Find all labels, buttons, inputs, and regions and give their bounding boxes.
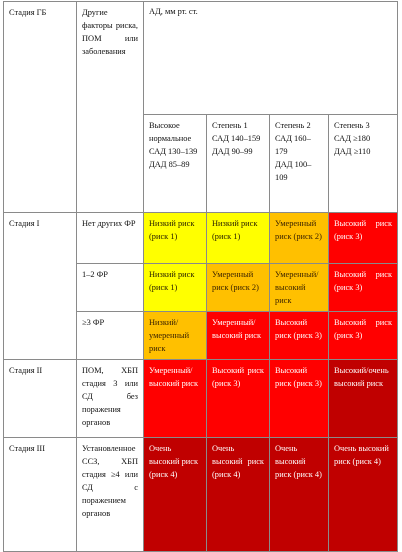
risk-factors-cell: ПОМ, ХБП стадия 3 или СД без поражения органов xyxy=(77,360,144,438)
header-bp-grade-1 xyxy=(207,115,270,213)
stage-cell: Стадия I xyxy=(4,213,77,360)
risk-cell: Умеренный/высокий риск xyxy=(270,264,329,312)
risk-cell: Низкий риск (риск 1) xyxy=(207,213,270,264)
header-bp-label: Степень 3 xyxy=(334,121,370,130)
risk-cell: Очень высокий риск (риск 4) xyxy=(207,438,270,552)
risk-cell: Низкий риск (риск 1) xyxy=(144,264,207,312)
header-bp-high-normal xyxy=(144,115,207,213)
header-bp-label: Высокое нормальное xyxy=(149,121,192,143)
risk-factors-cell: ≥3 ФР xyxy=(77,312,144,360)
risk-cell: Низкий риск (риск 1) xyxy=(144,213,207,264)
risk-cell: Умеренный риск (риск 2) xyxy=(270,213,329,264)
stage-cell: Стадия III xyxy=(4,438,77,552)
header-sbp: САД 140–159 xyxy=(212,134,261,143)
risk-factors-cell: Нет других ФР xyxy=(77,213,144,264)
risk-stratification-table xyxy=(3,1,398,552)
header-risk-factors: Другие факторы риска, ПОМ или заболевания xyxy=(77,2,144,213)
risk-cell: Высокий риск (риск 3) xyxy=(207,360,270,438)
header-dbp: ДАД ≥110 xyxy=(334,147,371,156)
header-dbp: ДАД 90–99 xyxy=(212,147,253,156)
header-sbp: САД 130–139 xyxy=(149,147,198,156)
header-bp-label: Степень 2 xyxy=(275,121,311,130)
table-row xyxy=(4,438,398,552)
risk-cell: Умеренный риск (риск 2) xyxy=(207,264,270,312)
risk-cell: Очень высокий риск (риск 4) xyxy=(144,438,207,552)
header-dbp: ДАД 85–89 xyxy=(149,160,190,169)
header-sbp: САД ≥180 xyxy=(334,134,371,143)
header-dbp: ДАД 100–109 xyxy=(275,160,312,182)
risk-cell: Высокий риск (риск 3) xyxy=(270,360,329,438)
risk-cell: Очень высокий риск (риск 4) xyxy=(329,438,398,552)
risk-cell: Умеренный/высокий риск xyxy=(144,360,207,438)
header-bp-title: АД, мм рт. ст. xyxy=(144,2,398,115)
header-bp-grade-2 xyxy=(270,115,329,213)
table-row xyxy=(4,360,398,438)
header-bp-label: Степень 1 xyxy=(212,121,248,130)
risk-cell: Очень высокий риск (риск 4) xyxy=(270,438,329,552)
risk-cell: Высокий риск (риск 3) xyxy=(270,312,329,360)
header-stage: Стадия ГБ xyxy=(4,2,77,213)
risk-cell: Высокий риск (риск 3) xyxy=(329,213,398,264)
risk-cell: Высокий/очень высокий риск xyxy=(329,360,398,438)
header-sbp: САД 160–179 xyxy=(275,134,311,156)
risk-factors-cell: Установленное ССЗ, ХБП стадия ≥4 или СД с поражением органов xyxy=(77,438,144,552)
risk-cell: Умеренный/высокий риск xyxy=(207,312,270,360)
header-bp-grade-3 xyxy=(329,115,398,213)
risk-cell: Высокий риск (риск 3) xyxy=(329,264,398,312)
table-row xyxy=(4,213,398,264)
risk-cell: Низкий/умеренный риск xyxy=(144,312,207,360)
risk-factors-cell: 1–2 ФР xyxy=(77,264,144,312)
risk-cell: Высокий риск (риск 3) xyxy=(329,312,398,360)
stage-cell: Стадия II xyxy=(4,360,77,438)
